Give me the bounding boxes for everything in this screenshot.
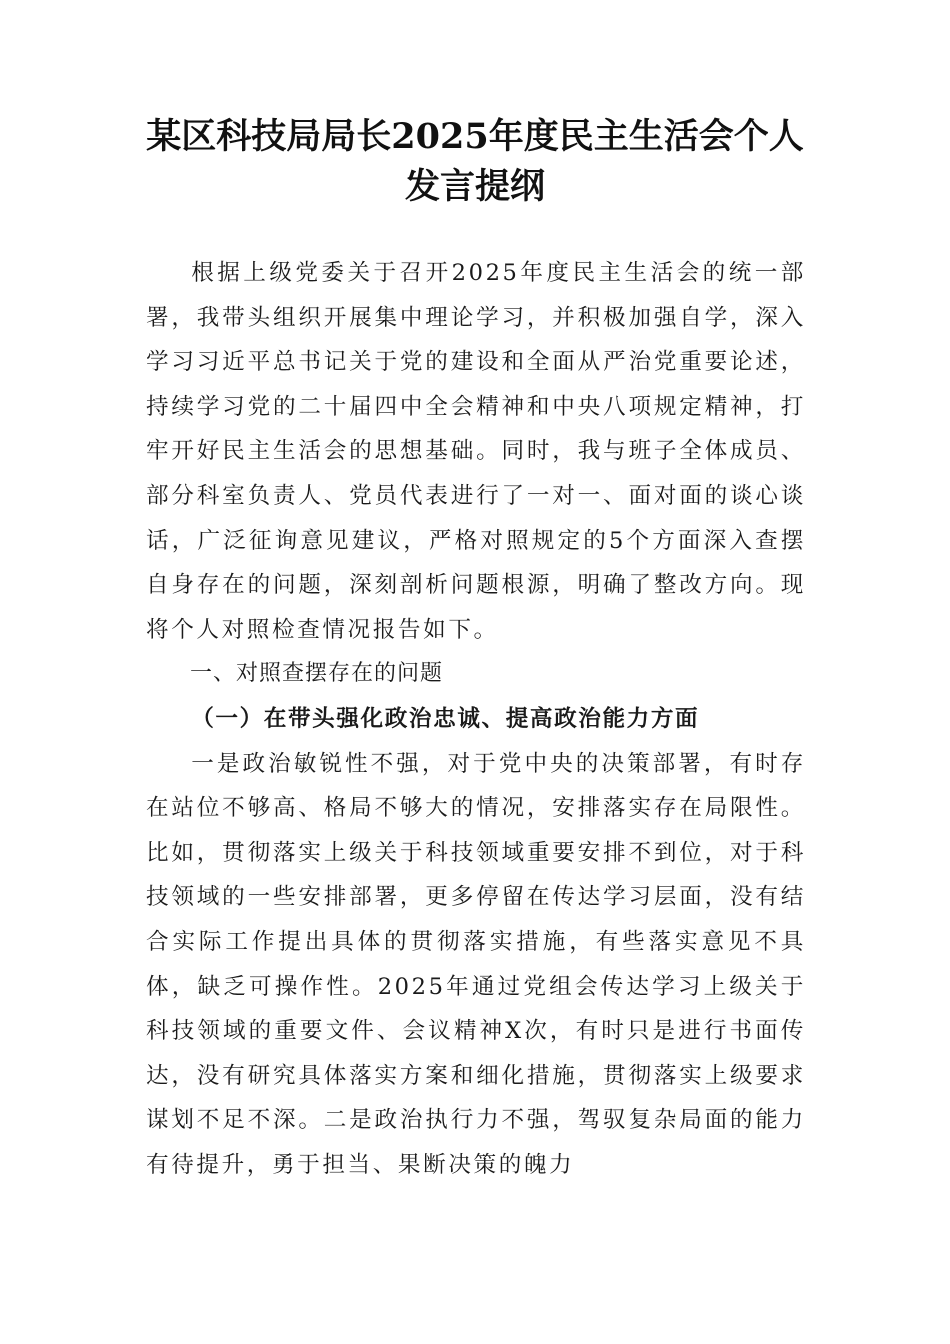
subsection-heading: （一）在带头强化政治忠诚、提高政治能力方面: [191, 705, 700, 732]
document-body: [146, 251, 806, 1187]
document-title: 某区科技局局长2025年度民主生活会个人发言提纲: [146, 116, 804, 207]
section-heading: 一、对照查摆存在的问题: [190, 661, 444, 687]
intro-paragraph: 根据上级党委关于召开2025年度民主生活会的统一部署，我带头组织开展集中理论学习，并积极加强自学，深入学习习近平总书记关于党的建设和全面从严治党重要论述，持续学习党的二十届四中全会精神和中央八项规定精神，打牢开好民主生活会的思想基础。同时，我与班子全体成员、部分科室负责人、党员代表进行了一对一、面对面的谈心谈话，广泛征询意见建议，严格对照规定的5个方面深入查摆自身存在的问题，深刻剖析问题根源，明确了整改方向。现将个人对照检查情况报告如下。: [146, 260, 806, 643]
body-paragraph: 一是政治敏锐性不强，对于党中央的决策部署，有时存在站位不够高、格局不够大的情况，安排落实存在局限性。比如，贯彻落实上级关于科技领域重要安排不到位，对于科技领域的一些安排部署，更多停留在传达学习层面，没有结合实际工作提出具体的贯彻落实措施，有些落实意见不具体，缺乏可操作性。2025年通过党组会传达学习上级关于科技领域的重要文件、会议精神X次，有时只是进行书面传达，没有研究具体落实方案和细化措施，贯彻落实上级要求谋划不足不深。二是政治执行力不强，驾驭复杂局面的能力有待提升，勇于担当、果断决策的魄力: [146, 750, 806, 1178]
